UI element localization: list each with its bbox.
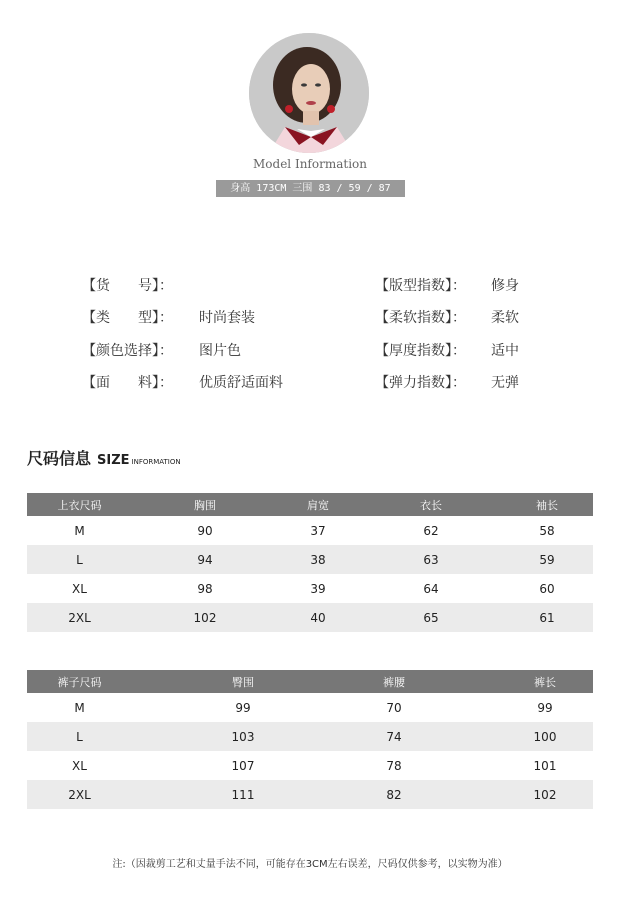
header-cell: 臀围 (232, 675, 254, 689)
table-cell: 99 (537, 700, 553, 715)
table-cell: L (76, 729, 83, 744)
header-cell: 肩宽 (307, 498, 329, 512)
info-value: 柔软 (491, 310, 519, 326)
header-cell: 裤子尺码 (57, 675, 102, 689)
table-cell: 74 (386, 729, 402, 744)
info-value: 时尚套装 (199, 310, 255, 326)
table-cell: 58 (539, 523, 555, 538)
table-cell: 94 (197, 552, 213, 567)
table-row (27, 751, 593, 780)
table-cell: 101 (533, 758, 557, 773)
table-cell: 62 (423, 523, 439, 538)
table-cell: XL (72, 758, 87, 773)
size-title-small: INFORMATION (131, 458, 181, 466)
table-cell: 39 (310, 581, 326, 596)
info-label: 【版型指数】： (375, 278, 466, 294)
table-cell: 82 (386, 787, 402, 802)
table-cell: 70 (386, 700, 402, 715)
table-row (27, 603, 593, 632)
table-row (27, 780, 593, 809)
table-row (27, 722, 593, 751)
table-cell: 60 (539, 581, 555, 596)
table-cell: M (74, 523, 85, 538)
table-cell: 2XL (68, 610, 91, 625)
table-cell: 100 (533, 729, 557, 744)
table-cell: 111 (231, 787, 255, 802)
table-cell: 38 (310, 552, 326, 567)
pants-size-table (27, 670, 593, 809)
model-portrait-image (249, 33, 369, 153)
info-label: 【柔软指数】： (375, 310, 466, 326)
table-row (27, 693, 593, 722)
table-cell: 65 (423, 610, 439, 625)
info-value: 适中 (491, 343, 519, 359)
table-cell: 2XL (68, 787, 91, 802)
table-cell: 37 (310, 523, 326, 538)
table-header (27, 670, 593, 693)
table-cell: 61 (539, 610, 555, 625)
header-cell: 裤长 (534, 675, 556, 689)
table-cell: 59 (539, 552, 555, 567)
info-value: 修身 (491, 278, 519, 294)
size-title-en: SIZE (97, 453, 130, 468)
size-title-cn: 尺码信息 (27, 449, 92, 468)
header-cell: 上衣尺码 (57, 498, 102, 512)
table-cell: 40 (310, 610, 326, 625)
table-cell: L (76, 552, 83, 567)
table-cell: 64 (423, 581, 439, 596)
table-cell: 78 (386, 758, 402, 773)
info-label: 【厚度指数】： (375, 343, 466, 359)
info-label: 【弹力指数】： (375, 375, 466, 391)
info-value: 图片色 (199, 343, 241, 359)
header-cell: 袖长 (536, 498, 558, 512)
table-cell: 98 (197, 581, 213, 596)
header-cell: 胸围 (194, 498, 216, 512)
table-cell: XL (72, 581, 87, 596)
table-header (27, 493, 593, 516)
info-value: 优质舒适面料 (199, 375, 283, 391)
model-photo (249, 33, 369, 153)
info-label: 【面 料】： (82, 375, 173, 391)
measurement-note: 注:（因裁剪工艺和丈量手法不同，可能存在3CM左右误差，尺码仅供参考，以实物为准） (112, 859, 508, 870)
info-value: 无弹 (491, 375, 519, 391)
table-cell: 102 (533, 787, 557, 802)
table-row (27, 516, 593, 545)
model-information-caption: Model Information (253, 157, 367, 171)
table-cell: 102 (193, 610, 217, 625)
table-row (27, 574, 593, 603)
info-label: 【货 号】： (82, 278, 173, 294)
table-cell: 107 (231, 758, 255, 773)
header-cell: 衣长 (420, 498, 442, 512)
table-cell: 103 (231, 729, 255, 744)
table-row (27, 545, 593, 574)
table-cell: 99 (235, 700, 251, 715)
info-label: 【类 型】： (82, 310, 173, 326)
table-cell: 90 (197, 523, 213, 538)
top-size-table (27, 493, 593, 632)
header-cell: 裤腰 (383, 675, 405, 689)
table-cell: 63 (423, 552, 439, 567)
model-measurements: 身高 173CM 三围 83 / 59 / 87 (216, 180, 405, 197)
size-section-title (27, 446, 181, 469)
table-cell: M (74, 700, 85, 715)
info-label: 【颜色选择】： (82, 343, 173, 359)
